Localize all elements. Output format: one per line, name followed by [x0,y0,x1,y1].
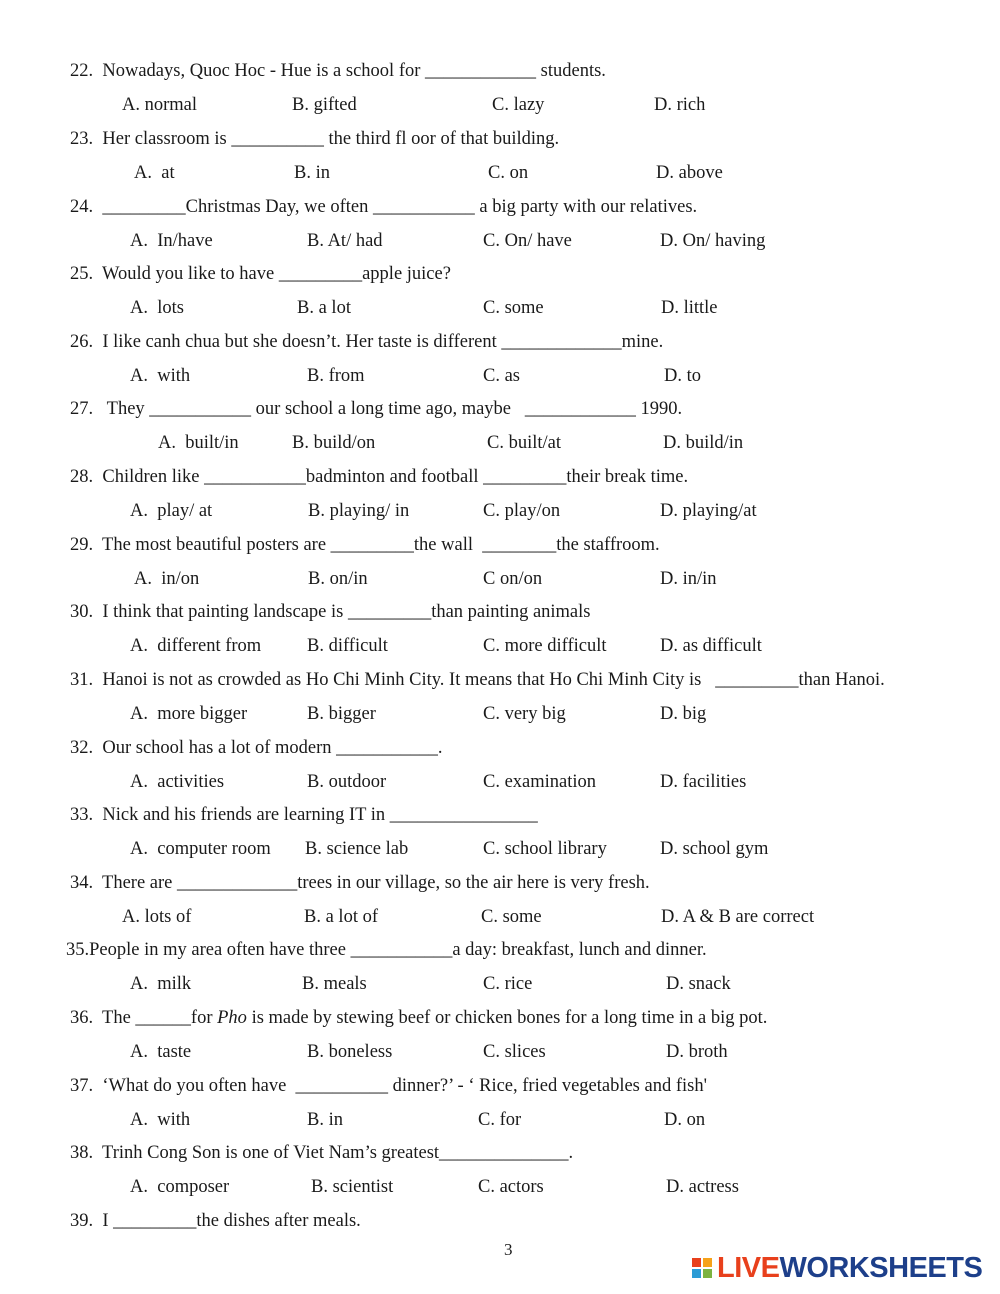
answer-option[interactable]: A. at [134,163,175,183]
logo-square [703,1258,712,1267]
answer-option[interactable]: C. for [478,1110,522,1130]
question-stem: 24. _________Christmas Day, we often ___________ a big party with our relatives. [70,197,698,217]
question-stem: 37. ‘What do you often have __________ dinner?’ - ‘ Rice, fried vegetables and fish' [70,1076,707,1096]
question-stem: 30. I think that painting landscape is _________than painting animals [70,602,591,622]
answer-option[interactable]: D. school gym [660,839,769,859]
answer-option[interactable]: A. normal [122,95,198,115]
answer-option[interactable]: C on/on [483,569,543,589]
answer-option[interactable]: D. On/ having [660,231,766,251]
answer-option[interactable]: A. with [130,1110,191,1130]
answer-option[interactable]: B. At/ had [307,231,383,251]
answer-option[interactable]: B. meals [302,974,367,994]
answer-option[interactable]: D. build/in [663,433,744,453]
answer-option[interactable]: C. actors [478,1177,544,1197]
answer-option[interactable]: B. from [307,366,365,386]
answer-option[interactable]: A. computer room [130,839,271,859]
answer-option[interactable]: B. in [294,163,330,183]
answer-option[interactable]: A. In/have [130,231,213,251]
answer-option[interactable]: C. On/ have [483,231,572,251]
question-stem: 38. Trinh Cong Son is one of Viet Nam’s greatest______________. [70,1143,574,1163]
question-stem: 27. They ___________ our school a long time ago, maybe ____________ 1990. [70,399,683,419]
answer-option[interactable]: B. build/on [292,433,376,453]
answer-option[interactable]: A. in/on [134,569,200,589]
answer-option[interactable]: C. school library [483,839,607,859]
answer-option[interactable]: C. slices [483,1042,546,1062]
question-stem: 39. I _________the dishes after meals. [70,1211,361,1231]
answer-option[interactable]: A. activities [130,772,225,792]
answer-option[interactable]: B. gifted [292,95,357,115]
answer-option[interactable]: C. lazy [492,95,545,115]
answer-option[interactable]: A. different from [130,636,262,656]
question-stem: 25. Would you like to have _________apple juice? [70,264,451,284]
liveworksheets-logo [692,1253,982,1283]
answer-option[interactable]: B. outdoor [307,772,387,792]
answer-option[interactable]: D. above [656,163,723,183]
answer-option[interactable]: B. difficult [307,636,388,656]
answer-option[interactable]: D. as difficult [660,636,762,656]
answer-option[interactable]: A. taste [130,1042,192,1062]
question-stem: 33. Nick and his friends are learning IT in ________________ [70,805,538,825]
answer-option[interactable]: D. little [661,298,718,318]
answer-option[interactable]: D. in/in [660,569,717,589]
answer-option[interactable]: A. lots [130,298,184,318]
answer-option[interactable]: B. a lot [297,298,351,318]
question-stem: 34. There are _____________trees in our village, so the air here is very fresh. [70,873,650,893]
answer-option[interactable]: D. A & B are correct [661,907,815,927]
question-stem: 28. Children like ___________badminton and football _________their break time. [70,467,689,487]
question-stem: 22. Nowadays, Quoc Hoc - Hue is a school for ____________ students. [70,61,606,81]
answer-option[interactable]: C. examination [483,772,597,792]
answer-option[interactable]: B. boneless [307,1042,393,1062]
answer-option[interactable]: C. play/on [483,501,561,521]
logo-grid-icon [692,1258,712,1278]
answer-option[interactable]: C. more difficult [483,636,607,656]
answer-option[interactable]: D. playing/at [660,501,757,521]
answer-option[interactable]: A. play/ at [130,501,213,521]
logo-text: LIVEWORKSHEETS [717,1252,983,1284]
answer-option[interactable]: D. broth [666,1042,728,1062]
answer-option[interactable]: B. science lab [305,839,409,859]
answer-option[interactable]: C. built/at [487,433,561,453]
answer-option[interactable]: D. snack [666,974,731,994]
answer-option[interactable]: B. playing/ in [308,501,410,521]
answer-option[interactable]: D. rich [654,95,706,115]
logo-square [692,1258,701,1267]
question-stem: 31. Hanoi is not as crowded as Ho Chi Minh City. It means that Ho Chi Minh City is _________than Hanoi. [70,670,885,690]
answer-option[interactable]: C. some [483,298,544,318]
answer-option[interactable]: D. actress [666,1177,739,1197]
answer-option[interactable]: D. facilities [660,772,747,792]
answer-option[interactable]: C. some [481,907,542,927]
answer-option[interactable]: B. on/in [308,569,368,589]
answer-option[interactable]: A. built/in [158,433,239,453]
question-stem: 23. Her classroom is __________ the third fl oor of that building. [70,129,560,149]
question-stem: 35.People in my area often have three ___________a day: breakfast, lunch and dinner. [66,940,707,960]
answer-option[interactable]: C. very big [483,704,566,724]
answer-option[interactable]: A. composer [130,1177,230,1197]
answer-option[interactable]: D. to [664,366,701,386]
answer-option[interactable]: A. milk [130,974,192,994]
answer-option[interactable]: A. more bigger [130,704,248,724]
question-stem: 26. I like canh chua but she doesn’t. Her taste is different _____________mine. [70,332,664,352]
answer-option[interactable]: B. bigger [307,704,376,724]
logo-square [692,1269,701,1278]
question-stem: 32. Our school has a lot of modern ___________. [70,738,443,758]
answer-option[interactable]: A. lots of [122,907,192,927]
question-stem: 36. The ______for Pho is made by stewing beef or chicken bones for a long time in a big pot. [70,1008,768,1028]
answer-option[interactable]: C. rice [483,974,533,994]
logo-square [703,1269,712,1278]
answer-option[interactable]: B. scientist [311,1177,394,1197]
answer-option[interactable]: D. on [664,1110,706,1130]
answer-option[interactable]: C. on [488,163,529,183]
page-number: 3 [504,1240,513,1259]
question-stem: 29. The most beautiful posters are _________the wall ________the staffroom. [70,535,660,555]
answer-option[interactable]: A. with [130,366,191,386]
answer-option[interactable]: D. big [660,704,707,724]
answer-option[interactable]: B. a lot of [304,907,378,927]
answer-option[interactable]: C. as [483,366,520,386]
answer-option[interactable]: B. in [307,1110,343,1130]
